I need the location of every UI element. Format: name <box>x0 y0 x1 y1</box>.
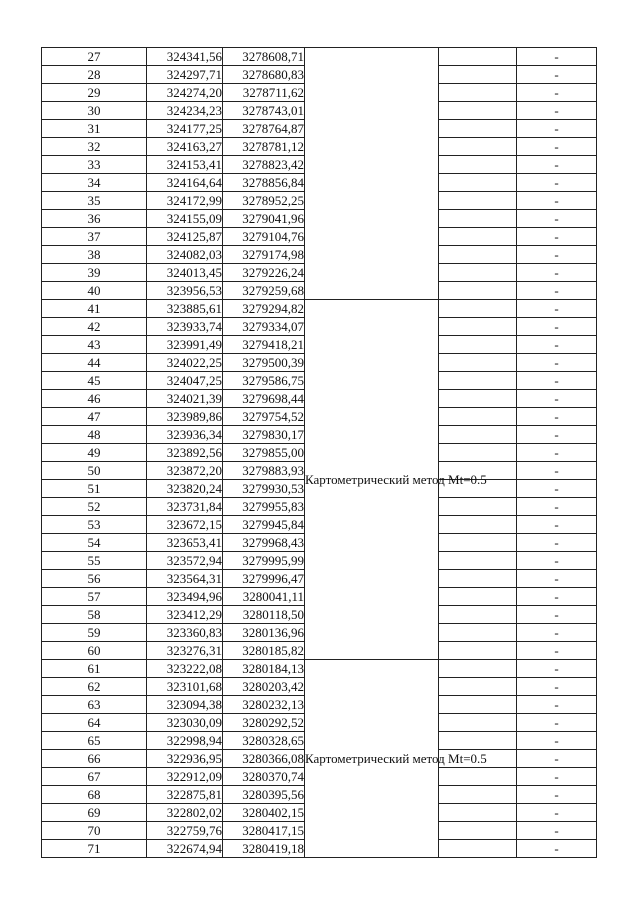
dash-cell: - <box>517 642 597 660</box>
y-coordinate: 3280292,52 <box>223 714 305 732</box>
y-coordinate: 3279945,84 <box>223 516 305 534</box>
empty-cell <box>439 498 517 516</box>
x-coordinate: 324082,03 <box>147 246 223 264</box>
dash-cell: - <box>517 750 597 768</box>
y-coordinate: 3280136,96 <box>223 624 305 642</box>
y-coordinate: 3279334,07 <box>223 318 305 336</box>
x-coordinate: 323885,61 <box>147 300 223 318</box>
point-number: 29 <box>42 84 147 102</box>
x-coordinate: 323892,56 <box>147 444 223 462</box>
empty-cell <box>439 192 517 210</box>
point-number: 63 <box>42 696 147 714</box>
x-coordinate: 323820,24 <box>147 480 223 498</box>
x-coordinate: 323222,08 <box>147 660 223 678</box>
empty-cell <box>439 534 517 552</box>
x-coordinate: 323872,20 <box>147 462 223 480</box>
point-number: 37 <box>42 228 147 246</box>
x-coordinate: 322936,95 <box>147 750 223 768</box>
point-number: 39 <box>42 264 147 282</box>
point-number: 31 <box>42 120 147 138</box>
point-number: 46 <box>42 390 147 408</box>
y-coordinate: 3278856,84 <box>223 174 305 192</box>
point-number: 47 <box>42 408 147 426</box>
dash-cell: - <box>517 264 597 282</box>
dash-cell: - <box>517 768 597 786</box>
y-coordinate: 3280118,50 <box>223 606 305 624</box>
dash-cell: - <box>517 786 597 804</box>
x-coordinate: 323101,68 <box>147 678 223 696</box>
dash-cell: - <box>517 462 597 480</box>
dash-cell: - <box>517 498 597 516</box>
x-coordinate: 323672,15 <box>147 516 223 534</box>
point-number: 52 <box>42 498 147 516</box>
empty-cell <box>439 282 517 300</box>
y-coordinate: 3279698,44 <box>223 390 305 408</box>
x-coordinate: 323564,31 <box>147 570 223 588</box>
empty-cell <box>439 660 517 678</box>
y-coordinate: 3278823,42 <box>223 156 305 174</box>
dash-cell: - <box>517 534 597 552</box>
x-coordinate: 324177,25 <box>147 120 223 138</box>
x-coordinate: 323933,74 <box>147 318 223 336</box>
empty-cell <box>439 300 517 318</box>
empty-cell <box>439 390 517 408</box>
point-number: 53 <box>42 516 147 534</box>
dash-cell: - <box>517 696 597 714</box>
x-coordinate: 324341,56 <box>147 48 223 66</box>
x-coordinate: 323572,94 <box>147 552 223 570</box>
point-number: 57 <box>42 588 147 606</box>
x-coordinate: 322759,76 <box>147 822 223 840</box>
y-coordinate: 3279968,43 <box>223 534 305 552</box>
x-coordinate: 324153,41 <box>147 156 223 174</box>
empty-cell <box>439 264 517 282</box>
x-coordinate: 324163,27 <box>147 138 223 156</box>
dash-cell: - <box>517 660 597 678</box>
empty-cell <box>439 822 517 840</box>
point-number: 50 <box>42 462 147 480</box>
y-coordinate: 3280419,18 <box>223 840 305 858</box>
dash-cell: - <box>517 804 597 822</box>
empty-cell <box>439 840 517 858</box>
dash-cell: - <box>517 138 597 156</box>
x-coordinate: 324172,99 <box>147 192 223 210</box>
dash-cell: - <box>517 282 597 300</box>
point-number: 34 <box>42 174 147 192</box>
point-number: 65 <box>42 732 147 750</box>
x-coordinate: 323030,09 <box>147 714 223 732</box>
empty-cell <box>439 174 517 192</box>
y-coordinate: 3279418,21 <box>223 336 305 354</box>
empty-cell <box>439 426 517 444</box>
empty-cell <box>439 768 517 786</box>
y-coordinate: 3280184,13 <box>223 660 305 678</box>
point-number: 68 <box>42 786 147 804</box>
point-number: 61 <box>42 660 147 678</box>
dash-cell: - <box>517 408 597 426</box>
empty-cell <box>439 228 517 246</box>
point-number: 56 <box>42 570 147 588</box>
x-coordinate: 322802,02 <box>147 804 223 822</box>
dash-cell: - <box>517 192 597 210</box>
y-coordinate: 3280395,56 <box>223 786 305 804</box>
y-coordinate: 3280366,08 <box>223 750 305 768</box>
y-coordinate: 3280417,15 <box>223 822 305 840</box>
y-coordinate: 3279995,99 <box>223 552 305 570</box>
empty-cell <box>439 714 517 732</box>
y-coordinate: 3280203,42 <box>223 678 305 696</box>
dash-cell: - <box>517 246 597 264</box>
empty-cell <box>439 138 517 156</box>
x-coordinate: 324297,71 <box>147 66 223 84</box>
x-coordinate: 324274,20 <box>147 84 223 102</box>
y-coordinate: 3278952,25 <box>223 192 305 210</box>
point-number: 27 <box>42 48 147 66</box>
y-coordinate: 3279174,98 <box>223 246 305 264</box>
empty-cell <box>439 588 517 606</box>
x-coordinate: 324164,64 <box>147 174 223 192</box>
point-number: 64 <box>42 714 147 732</box>
empty-cell <box>439 444 517 462</box>
point-number: 71 <box>42 840 147 858</box>
point-number: 43 <box>42 336 147 354</box>
empty-cell <box>439 696 517 714</box>
empty-cell <box>439 552 517 570</box>
x-coordinate: 323991,49 <box>147 336 223 354</box>
empty-cell <box>439 102 517 120</box>
dash-cell: - <box>517 570 597 588</box>
y-coordinate: 3279754,52 <box>223 408 305 426</box>
point-number: 42 <box>42 318 147 336</box>
empty-cell <box>439 786 517 804</box>
point-number: 48 <box>42 426 147 444</box>
dash-cell: - <box>517 210 597 228</box>
point-number: 59 <box>42 624 147 642</box>
point-number: 40 <box>42 282 147 300</box>
dash-cell: - <box>517 228 597 246</box>
empty-cell <box>439 336 517 354</box>
point-number: 70 <box>42 822 147 840</box>
empty-cell <box>439 120 517 138</box>
y-coordinate: 3278743,01 <box>223 102 305 120</box>
coordinates-table-body <box>42 48 597 858</box>
x-coordinate: 322912,09 <box>147 768 223 786</box>
x-coordinate: 324125,87 <box>147 228 223 246</box>
dash-cell: - <box>517 444 597 462</box>
y-coordinate: 3279259,68 <box>223 282 305 300</box>
y-coordinate: 3278608,71 <box>223 48 305 66</box>
x-coordinate: 323360,83 <box>147 624 223 642</box>
dash-cell: - <box>517 426 597 444</box>
point-number: 60 <box>42 642 147 660</box>
dash-cell: - <box>517 66 597 84</box>
dash-cell: - <box>517 480 597 498</box>
empty-cell <box>439 516 517 534</box>
dash-cell: - <box>517 372 597 390</box>
y-coordinate: 3279883,93 <box>223 462 305 480</box>
x-coordinate: 324022,25 <box>147 354 223 372</box>
x-coordinate: 324021,39 <box>147 390 223 408</box>
x-coordinate: 323653,41 <box>147 534 223 552</box>
empty-cell <box>439 408 517 426</box>
empty-cell <box>439 84 517 102</box>
x-coordinate: 323094,38 <box>147 696 223 714</box>
dash-cell: - <box>517 588 597 606</box>
empty-cell <box>439 642 517 660</box>
point-number: 66 <box>42 750 147 768</box>
empty-cell <box>439 372 517 390</box>
table-row <box>42 660 597 678</box>
empty-cell <box>439 354 517 372</box>
y-coordinate: 3279500,39 <box>223 354 305 372</box>
dash-cell: - <box>517 840 597 858</box>
y-coordinate: 3278680,83 <box>223 66 305 84</box>
point-number: 49 <box>42 444 147 462</box>
x-coordinate: 324155,09 <box>147 210 223 228</box>
x-coordinate: 323494,96 <box>147 588 223 606</box>
empty-cell <box>439 66 517 84</box>
empty-cell <box>439 804 517 822</box>
y-coordinate: 3278764,87 <box>223 120 305 138</box>
y-coordinate: 3279226,24 <box>223 264 305 282</box>
point-number: 32 <box>42 138 147 156</box>
x-coordinate: 323936,34 <box>147 426 223 444</box>
y-coordinate: 3279294,82 <box>223 300 305 318</box>
point-number: 58 <box>42 606 147 624</box>
empty-cell <box>439 156 517 174</box>
dash-cell: - <box>517 714 597 732</box>
table-row <box>42 48 597 66</box>
dash-cell: - <box>517 102 597 120</box>
y-coordinate: 3280232,13 <box>223 696 305 714</box>
dash-cell: - <box>517 156 597 174</box>
point-number: 33 <box>42 156 147 174</box>
x-coordinate: 324013,45 <box>147 264 223 282</box>
empty-cell <box>439 48 517 66</box>
table-row <box>42 300 597 318</box>
point-number: 44 <box>42 354 147 372</box>
dash-cell: - <box>517 552 597 570</box>
point-number: 30 <box>42 102 147 120</box>
point-number: 69 <box>42 804 147 822</box>
x-coordinate: 323989,86 <box>147 408 223 426</box>
y-coordinate: 3280328,65 <box>223 732 305 750</box>
y-coordinate: 3280185,82 <box>223 642 305 660</box>
y-coordinate: 3279855,00 <box>223 444 305 462</box>
y-coordinate: 3278711,62 <box>223 84 305 102</box>
y-coordinate: 3279830,17 <box>223 426 305 444</box>
point-number: 67 <box>42 768 147 786</box>
point-number: 54 <box>42 534 147 552</box>
y-coordinate: 3278781,12 <box>223 138 305 156</box>
point-number: 55 <box>42 552 147 570</box>
dash-cell: - <box>517 336 597 354</box>
x-coordinate: 323412,29 <box>147 606 223 624</box>
dash-cell: - <box>517 624 597 642</box>
empty-cell <box>439 678 517 696</box>
empty-cell <box>439 318 517 336</box>
point-number: 45 <box>42 372 147 390</box>
dash-cell: - <box>517 300 597 318</box>
point-number: 62 <box>42 678 147 696</box>
empty-cell <box>439 570 517 588</box>
x-coordinate: 322674,94 <box>147 840 223 858</box>
method-cell <box>305 48 439 300</box>
empty-cell <box>439 210 517 228</box>
x-coordinate: 324234,23 <box>147 102 223 120</box>
empty-cell <box>439 732 517 750</box>
y-coordinate: 3279996,47 <box>223 570 305 588</box>
method-cell: Картометрический метод Mt=0.5 <box>305 660 439 858</box>
x-coordinate: 322875,81 <box>147 786 223 804</box>
y-coordinate: 3279041,96 <box>223 210 305 228</box>
x-coordinate: 323276,31 <box>147 642 223 660</box>
point-number: 51 <box>42 480 147 498</box>
x-coordinate: 323956,53 <box>147 282 223 300</box>
dash-cell: - <box>517 390 597 408</box>
point-number: 28 <box>42 66 147 84</box>
dash-cell: - <box>517 48 597 66</box>
y-coordinate: 3279930,53 <box>223 480 305 498</box>
y-coordinate: 3280402,15 <box>223 804 305 822</box>
dash-cell: - <box>517 174 597 192</box>
dash-cell: - <box>517 606 597 624</box>
x-coordinate: 324047,25 <box>147 372 223 390</box>
point-number: 41 <box>42 300 147 318</box>
dash-cell: - <box>517 318 597 336</box>
dash-cell: - <box>517 84 597 102</box>
point-number: 38 <box>42 246 147 264</box>
point-number: 35 <box>42 192 147 210</box>
x-coordinate: 322998,94 <box>147 732 223 750</box>
dash-cell: - <box>517 120 597 138</box>
y-coordinate: 3280041,11 <box>223 588 305 606</box>
y-coordinate: 3279955,83 <box>223 498 305 516</box>
y-coordinate: 3280370,74 <box>223 768 305 786</box>
dash-cell: - <box>517 732 597 750</box>
empty-cell <box>439 606 517 624</box>
y-coordinate: 3279586,75 <box>223 372 305 390</box>
empty-cell <box>439 624 517 642</box>
coordinates-table <box>41 47 597 858</box>
dash-cell: - <box>517 354 597 372</box>
dash-cell: - <box>517 516 597 534</box>
empty-cell <box>439 246 517 264</box>
point-number: 36 <box>42 210 147 228</box>
y-coordinate: 3279104,76 <box>223 228 305 246</box>
method-cell: Картометрический метод Mt=0.5 <box>305 300 439 660</box>
x-coordinate: 323731,84 <box>147 498 223 516</box>
dash-cell: - <box>517 678 597 696</box>
dash-cell: - <box>517 822 597 840</box>
